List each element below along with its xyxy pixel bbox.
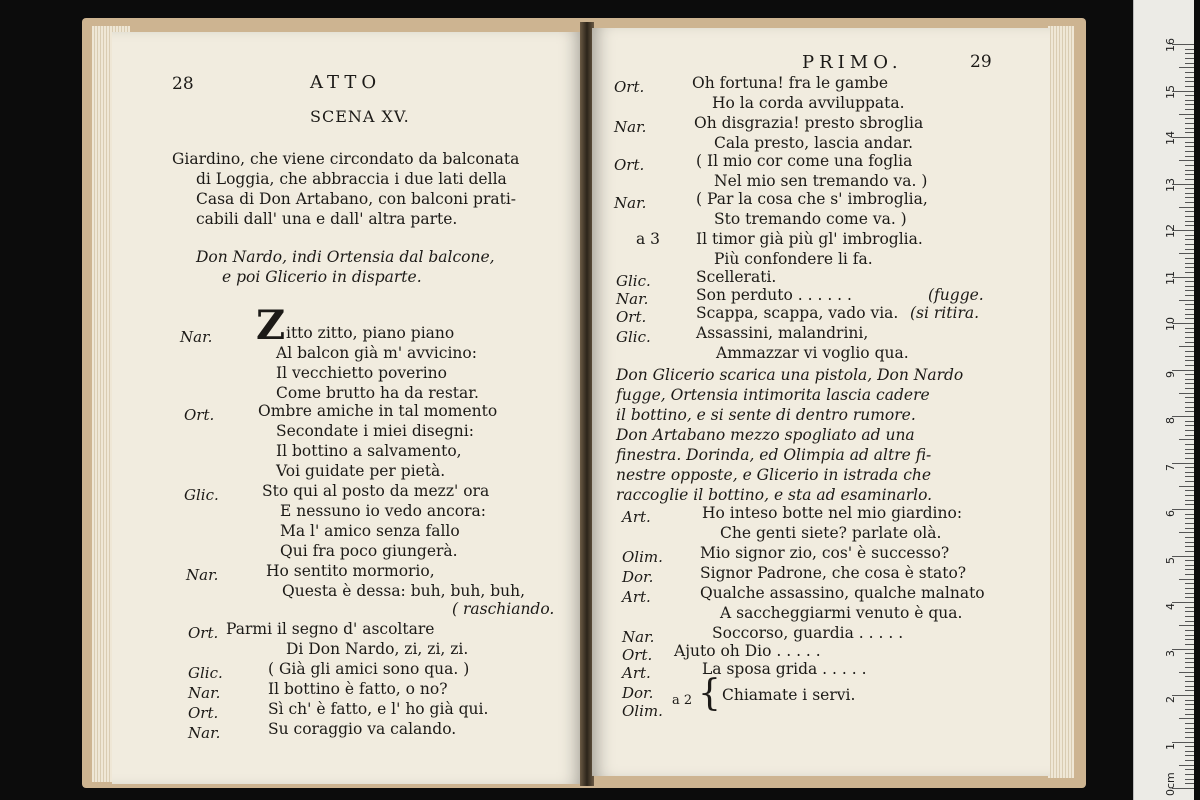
setting-line: Giardino, che viene circondato da balconata xyxy=(172,150,520,168)
ruler-minor-tick xyxy=(1185,258,1194,259)
verse-line: Ma l' amico senza fallo xyxy=(280,522,460,540)
verse-line: Chiamate i servi. xyxy=(722,686,856,704)
ruler-minor-tick xyxy=(1179,207,1194,208)
ruler-minor-tick xyxy=(1185,504,1194,505)
ruler-minor-tick xyxy=(1185,472,1194,473)
ruler-minor-tick xyxy=(1185,514,1194,515)
verse-line: Secondate i miei disegni: xyxy=(276,422,474,440)
speaker-label: Ort. xyxy=(188,704,219,722)
stage-aside: (fugge. xyxy=(928,286,984,304)
ruler-minor-tick xyxy=(1185,332,1194,333)
page-number: 28 xyxy=(172,74,194,94)
ruler-minor-tick xyxy=(1185,662,1194,663)
verse-line: Qui fra poco giungerà. xyxy=(280,542,458,560)
ruler-number: 7 xyxy=(1164,463,1177,471)
ruler-minor-tick xyxy=(1185,309,1194,310)
setting-line: Casa di Don Artabano, con balconi prati- xyxy=(196,190,517,208)
speaker-label: Art. xyxy=(622,588,651,606)
speaker-label: Ort. xyxy=(188,624,219,642)
verse-line: ( Il mio cor come una foglia xyxy=(696,152,913,170)
verse-line: Sì ch' è fatto, e l' ho già qui. xyxy=(268,700,489,718)
verse-line: Scellerati. xyxy=(696,268,777,286)
ruler-minor-tick xyxy=(1185,616,1194,617)
ruler-minor-tick xyxy=(1185,588,1194,589)
ruler-minor-tick xyxy=(1185,128,1194,129)
ruler-minor-tick xyxy=(1185,593,1194,594)
ruler-minor-tick xyxy=(1185,537,1194,538)
ruler-minor-tick xyxy=(1185,528,1194,529)
stage-direction: fugge, Ortensia intimorita lascia cadere xyxy=(616,386,930,404)
verse-line: Ho inteso botte nel mio giardino: xyxy=(702,504,963,522)
ruler-minor-tick xyxy=(1185,635,1194,636)
setting-line: cabili dall' una e dall' altra parte. xyxy=(196,210,458,228)
ruler-minor-tick xyxy=(1185,407,1194,408)
scene-title: SCENA XV. xyxy=(310,107,410,126)
ruler-minor-tick xyxy=(1185,746,1194,747)
brace: { xyxy=(698,673,721,714)
speaker-label: Ort. xyxy=(184,406,215,424)
ruler-minor-tick xyxy=(1185,430,1194,431)
speaker-label: Glic. xyxy=(184,486,219,504)
verse-line: Soccorso, guardia . . . . . xyxy=(712,624,904,642)
ruler-minor-tick xyxy=(1185,435,1194,436)
ruler-minor-tick xyxy=(1185,709,1194,710)
speaker-label: Nar. xyxy=(616,290,649,308)
stage-direction: Don Glicerio scarica una pistola, Don Nardo xyxy=(616,366,964,384)
speaker-label: Nar. xyxy=(186,566,219,584)
ruler-minor-tick xyxy=(1179,718,1194,719)
ruler-minor-tick xyxy=(1179,765,1194,766)
speaker-label: Dor. xyxy=(622,684,654,702)
verse-line: Assassini, malandrini, xyxy=(696,324,869,342)
ruler-minor-tick xyxy=(1185,86,1194,87)
verse-line: Più confondere li fa. xyxy=(714,250,873,268)
ruler-minor-tick xyxy=(1179,346,1194,347)
speaker-label: Ort. xyxy=(614,78,645,96)
ruler-number: 6 xyxy=(1164,510,1177,517)
speaker-label: Glic. xyxy=(188,664,223,682)
ruler-minor-tick xyxy=(1185,644,1194,645)
ruler-minor-tick xyxy=(1185,467,1194,468)
ruler-minor-tick xyxy=(1185,244,1194,245)
ruler-number: 9 xyxy=(1164,370,1177,378)
ruler-minor-tick xyxy=(1185,179,1194,180)
speaker-label: Nar. xyxy=(188,724,221,742)
verse-line: La sposa grida . . . . . xyxy=(702,660,867,678)
ruler-minor-tick xyxy=(1185,49,1194,50)
ruler-minor-tick xyxy=(1185,267,1194,268)
ruler-minor-tick xyxy=(1185,132,1194,133)
ruler-minor-tick xyxy=(1185,72,1194,73)
ruler-minor-tick xyxy=(1185,453,1194,454)
verse-line: Voi guidate per pietà. xyxy=(276,462,446,480)
verse-line: Ho la corda avviluppata. xyxy=(712,94,905,112)
ruler-minor-tick xyxy=(1185,104,1194,105)
ruler-number: 4 xyxy=(1164,603,1177,610)
ruler-minor-tick xyxy=(1185,221,1194,222)
ruler-number: 1 xyxy=(1164,742,1177,750)
ruler-minor-tick xyxy=(1179,300,1194,301)
ruler-minor-tick xyxy=(1179,253,1194,254)
speaker-label: Glic. xyxy=(616,272,651,290)
ruler-minor-tick xyxy=(1185,723,1194,724)
verse-line: Questa è dessa: buh, buh, buh, xyxy=(282,582,526,600)
speaker-label: Ort. xyxy=(622,646,653,664)
verse-line: Ajuto oh Dio . . . . . xyxy=(674,642,821,660)
ruler-minor-tick xyxy=(1185,58,1194,59)
stage-direction: finestra. Dorinda, ed Olimpia ad altre fi- xyxy=(616,446,932,464)
ruler-minor-tick xyxy=(1185,374,1194,375)
ruler-minor-tick xyxy=(1185,239,1194,240)
verse-line: Mio signor zio, cos' è successo? xyxy=(700,544,950,562)
verse-line: Al balcon già m' avvicino: xyxy=(276,344,477,362)
a2-label: a 2 xyxy=(672,693,693,708)
speaker-label: Olim. xyxy=(622,702,663,720)
verse-line: Come brutto ha da restar. xyxy=(276,384,479,402)
ruler-minor-tick xyxy=(1185,476,1194,477)
ruler-minor-tick xyxy=(1185,449,1194,450)
ruler-minor-tick xyxy=(1179,393,1194,394)
verse-line: E nessuno io vedo ancora: xyxy=(280,502,486,520)
ruler-minor-tick xyxy=(1185,235,1194,236)
ruler-minor-tick xyxy=(1185,165,1194,166)
ruler-minor-tick xyxy=(1185,100,1194,101)
ruler-minor-tick xyxy=(1185,383,1194,384)
ruler-minor-tick xyxy=(1185,518,1194,519)
ruler-minor-tick xyxy=(1185,714,1194,715)
ruler-number: 3 xyxy=(1164,649,1177,657)
ruler-minor-tick xyxy=(1185,560,1194,561)
ruler-number: 0cm xyxy=(1164,772,1177,796)
ruler-minor-tick xyxy=(1185,737,1194,738)
speaker-label: Nar. xyxy=(622,628,655,646)
ruler-minor-tick xyxy=(1185,779,1194,780)
ruler-minor-tick xyxy=(1185,667,1194,668)
ruler-minor-tick xyxy=(1179,67,1194,68)
verse-line: Son perduto . . . . . . xyxy=(696,286,852,304)
speaker-label: Nar. xyxy=(614,194,647,212)
ruler-minor-tick xyxy=(1185,388,1194,389)
ruler-minor-tick xyxy=(1185,732,1194,733)
ruler-minor-tick xyxy=(1185,421,1194,422)
right-page xyxy=(592,28,1050,776)
verse-line: Il vecchietto poverino xyxy=(276,364,447,382)
ruler-minor-tick xyxy=(1185,769,1194,770)
ruler-minor-tick xyxy=(1185,295,1194,296)
verse-line: Ho sentito mormorio, xyxy=(266,562,435,580)
ruler-minor-tick xyxy=(1185,607,1194,608)
ruler-minor-tick xyxy=(1185,425,1194,426)
speaker-label: a 3 xyxy=(636,230,661,248)
running-header: PRIMO. xyxy=(802,52,903,73)
ruler-minor-tick xyxy=(1179,439,1194,440)
speaker-label: Ort. xyxy=(614,156,645,174)
verse-line: Cala presto, lascia andar. xyxy=(714,134,914,152)
ruler-minor-tick xyxy=(1185,639,1194,640)
page-number: 29 xyxy=(970,52,992,72)
verse-line: Il timor già più gl' imbroglia. xyxy=(696,230,923,248)
ruler-minor-tick xyxy=(1185,95,1194,96)
ruler-minor-tick xyxy=(1185,783,1194,784)
left-page xyxy=(112,32,582,784)
verse-line: Ammazzar vi voglio qua. xyxy=(716,344,909,362)
ruler-minor-tick xyxy=(1185,290,1194,291)
ruler-minor-tick xyxy=(1179,532,1194,533)
ruler-minor-tick xyxy=(1185,542,1194,543)
ruler-number: 16 xyxy=(1164,38,1177,52)
ruler-minor-tick xyxy=(1185,81,1194,82)
ruler-minor-tick xyxy=(1179,672,1194,673)
verse-line: Che genti siete? parlate olà. xyxy=(720,524,942,542)
running-header: ATTO xyxy=(310,72,382,93)
verse-line: Sto qui al posto da mezz' ora xyxy=(262,482,490,500)
speaker-label: Nar. xyxy=(180,328,213,346)
speaker-label: Art. xyxy=(622,508,651,526)
ruler-minor-tick xyxy=(1185,495,1194,496)
ruler-number: 5 xyxy=(1164,556,1177,564)
ruler-minor-tick xyxy=(1185,444,1194,445)
ruler-minor-tick xyxy=(1185,728,1194,729)
ruler-minor-tick xyxy=(1185,490,1194,491)
verse-line: Oh disgrazia! presto sbroglia xyxy=(694,114,924,132)
ruler-minor-tick xyxy=(1185,500,1194,501)
ruler-minor-tick xyxy=(1185,151,1194,152)
ruler-minor-tick xyxy=(1185,193,1194,194)
ruler-minor-tick xyxy=(1185,318,1194,319)
ruler-minor-tick xyxy=(1185,356,1194,357)
setting-line: di Loggia, che abbraccia i due lati della xyxy=(196,170,507,188)
ruler-number: 2 xyxy=(1164,696,1177,703)
speaker-label: Art. xyxy=(622,664,651,682)
verse-line: A saccheggiarmi venuto è qua. xyxy=(720,604,963,622)
verse-line: Nel mio sen tremando va. ) xyxy=(714,172,928,190)
ruler-minor-tick xyxy=(1185,272,1194,273)
ruler-minor-tick xyxy=(1185,621,1194,622)
ruler-minor-tick xyxy=(1185,751,1194,752)
ruler-minor-tick xyxy=(1185,379,1194,380)
ruler-minor-tick xyxy=(1185,328,1194,329)
speaker-label: Nar. xyxy=(188,684,221,702)
stage-direction: il bottino, e si sente di dentro rumore. xyxy=(616,406,916,424)
ruler-minor-tick xyxy=(1185,755,1194,756)
ruler-number: 12 xyxy=(1164,224,1177,238)
ruler-minor-tick xyxy=(1185,197,1194,198)
verse-line: Il bottino a salvamento, xyxy=(276,442,462,460)
ruler-number: 14 xyxy=(1164,131,1177,145)
ruler-minor-tick xyxy=(1185,188,1194,189)
stage-aside: (si ritira. xyxy=(910,304,980,322)
ruler-minor-tick xyxy=(1185,686,1194,687)
stage-direction: Don Nardo, indi Ortensia dal balcone, xyxy=(196,248,495,266)
ruler-minor-tick xyxy=(1185,700,1194,701)
ruler-minor-tick xyxy=(1185,774,1194,775)
ruler-minor-tick xyxy=(1185,630,1194,631)
ruler-minor-tick xyxy=(1185,569,1194,570)
stage-aside: ( raschiando. xyxy=(452,600,555,618)
verse-line: Signor Padrone, che cosa è stato? xyxy=(700,564,967,582)
ruler-number: 13 xyxy=(1164,177,1177,192)
ruler-minor-tick xyxy=(1185,690,1194,691)
ruler-minor-tick xyxy=(1179,160,1194,161)
ruler-minor-tick xyxy=(1185,286,1194,287)
ruler-minor-tick xyxy=(1185,760,1194,761)
ruler-minor-tick xyxy=(1179,579,1194,580)
ruler-minor-tick xyxy=(1185,360,1194,361)
ruler-minor-tick xyxy=(1185,574,1194,575)
ruler-minor-tick xyxy=(1185,123,1194,124)
verse-line: Sto tremando come va. ) xyxy=(714,210,907,228)
ruler-minor-tick xyxy=(1185,77,1194,78)
ruler-minor-tick xyxy=(1185,523,1194,524)
ruler-minor-tick xyxy=(1179,486,1194,487)
ruler-minor-tick xyxy=(1185,351,1194,352)
verse-line: Scappa, scappa, vado via. xyxy=(696,304,899,322)
ruler-minor-tick xyxy=(1179,625,1194,626)
verse-line: Qualche assassino, qualche malnato xyxy=(700,584,985,602)
ruler-minor-tick xyxy=(1185,365,1194,366)
ruler-minor-tick xyxy=(1185,565,1194,566)
ruler-minor-tick xyxy=(1185,109,1194,110)
ruler-minor-tick xyxy=(1185,118,1194,119)
speaker-label: Glic. xyxy=(616,328,651,346)
ruler-minor-tick xyxy=(1185,597,1194,598)
ruler-number: 11 xyxy=(1164,270,1177,285)
ruler-minor-tick xyxy=(1185,676,1194,677)
ruler-minor-tick xyxy=(1185,546,1194,547)
ruler-minor-tick xyxy=(1185,63,1194,64)
page-edges-right xyxy=(1048,26,1074,778)
ruler-minor-tick xyxy=(1185,583,1194,584)
ruler-minor-tick xyxy=(1185,281,1194,282)
measuring-ruler xyxy=(1133,0,1194,800)
ruler-minor-tick xyxy=(1185,263,1194,264)
speaker-label: Olim. xyxy=(622,548,663,566)
ruler-minor-tick xyxy=(1185,225,1194,226)
ruler-number: 10 xyxy=(1164,317,1177,331)
verse-line: Oh fortuna! fra le gambe xyxy=(692,74,889,92)
ruler-number: 8 xyxy=(1164,417,1177,424)
ruler-minor-tick xyxy=(1185,704,1194,705)
verse-line: ( Già gli amici sono qua. ) xyxy=(268,660,470,678)
drop-cap: Z xyxy=(256,302,286,349)
ruler-minor-tick xyxy=(1185,658,1194,659)
speaker-label: Ort. xyxy=(616,308,647,326)
speaker-label: Dor. xyxy=(622,568,654,586)
verse-line: itto zitto, piano piano xyxy=(286,324,455,342)
stage-direction: nestre opposte, e Glicerio in istrada che xyxy=(616,466,932,484)
ruler-minor-tick xyxy=(1185,397,1194,398)
ruler-minor-tick xyxy=(1185,142,1194,143)
ruler-minor-tick xyxy=(1185,458,1194,459)
ruler-minor-tick xyxy=(1185,337,1194,338)
ruler-minor-tick xyxy=(1179,114,1194,115)
stage-direction: e poi Glicerio in disparte. xyxy=(222,268,422,286)
verse-line: Su coraggio va calando. xyxy=(268,720,457,738)
ruler-minor-tick xyxy=(1185,202,1194,203)
ruler-minor-tick xyxy=(1185,304,1194,305)
verse-line: Ombre amiche in tal momento xyxy=(258,402,498,420)
ruler-minor-tick xyxy=(1185,249,1194,250)
ruler-minor-tick xyxy=(1185,146,1194,147)
verse-line: ( Par la cosa che s' imbroglia, xyxy=(696,190,928,208)
stage-direction: raccoglie il bottino, e sta ad esaminarlo. xyxy=(616,486,933,504)
stage-direction: Don Artabano mezzo spogliato ad una xyxy=(616,426,915,444)
ruler-minor-tick xyxy=(1185,314,1194,315)
ruler-minor-tick xyxy=(1185,653,1194,654)
verse-line: Il bottino è fatto, o no? xyxy=(268,680,448,698)
ruler-minor-tick xyxy=(1185,611,1194,612)
ruler-number: 15 xyxy=(1164,84,1177,99)
ruler-minor-tick xyxy=(1185,53,1194,54)
ruler-minor-tick xyxy=(1185,216,1194,217)
ruler-minor-tick xyxy=(1185,156,1194,157)
ruler-minor-tick xyxy=(1185,411,1194,412)
ruler-minor-tick xyxy=(1185,681,1194,682)
ruler-minor-tick xyxy=(1185,481,1194,482)
ruler-minor-tick xyxy=(1185,551,1194,552)
ruler-minor-tick xyxy=(1185,342,1194,343)
verse-line: Di Don Nardo, zi, zi, zi. xyxy=(286,640,469,658)
ruler-minor-tick xyxy=(1185,174,1194,175)
ruler-minor-tick xyxy=(1185,170,1194,171)
ruler-minor-tick xyxy=(1185,211,1194,212)
verse-line: Parmi il segno d' ascoltare xyxy=(226,620,435,638)
ruler-minor-tick xyxy=(1185,402,1194,403)
speaker-label: Nar. xyxy=(614,118,647,136)
